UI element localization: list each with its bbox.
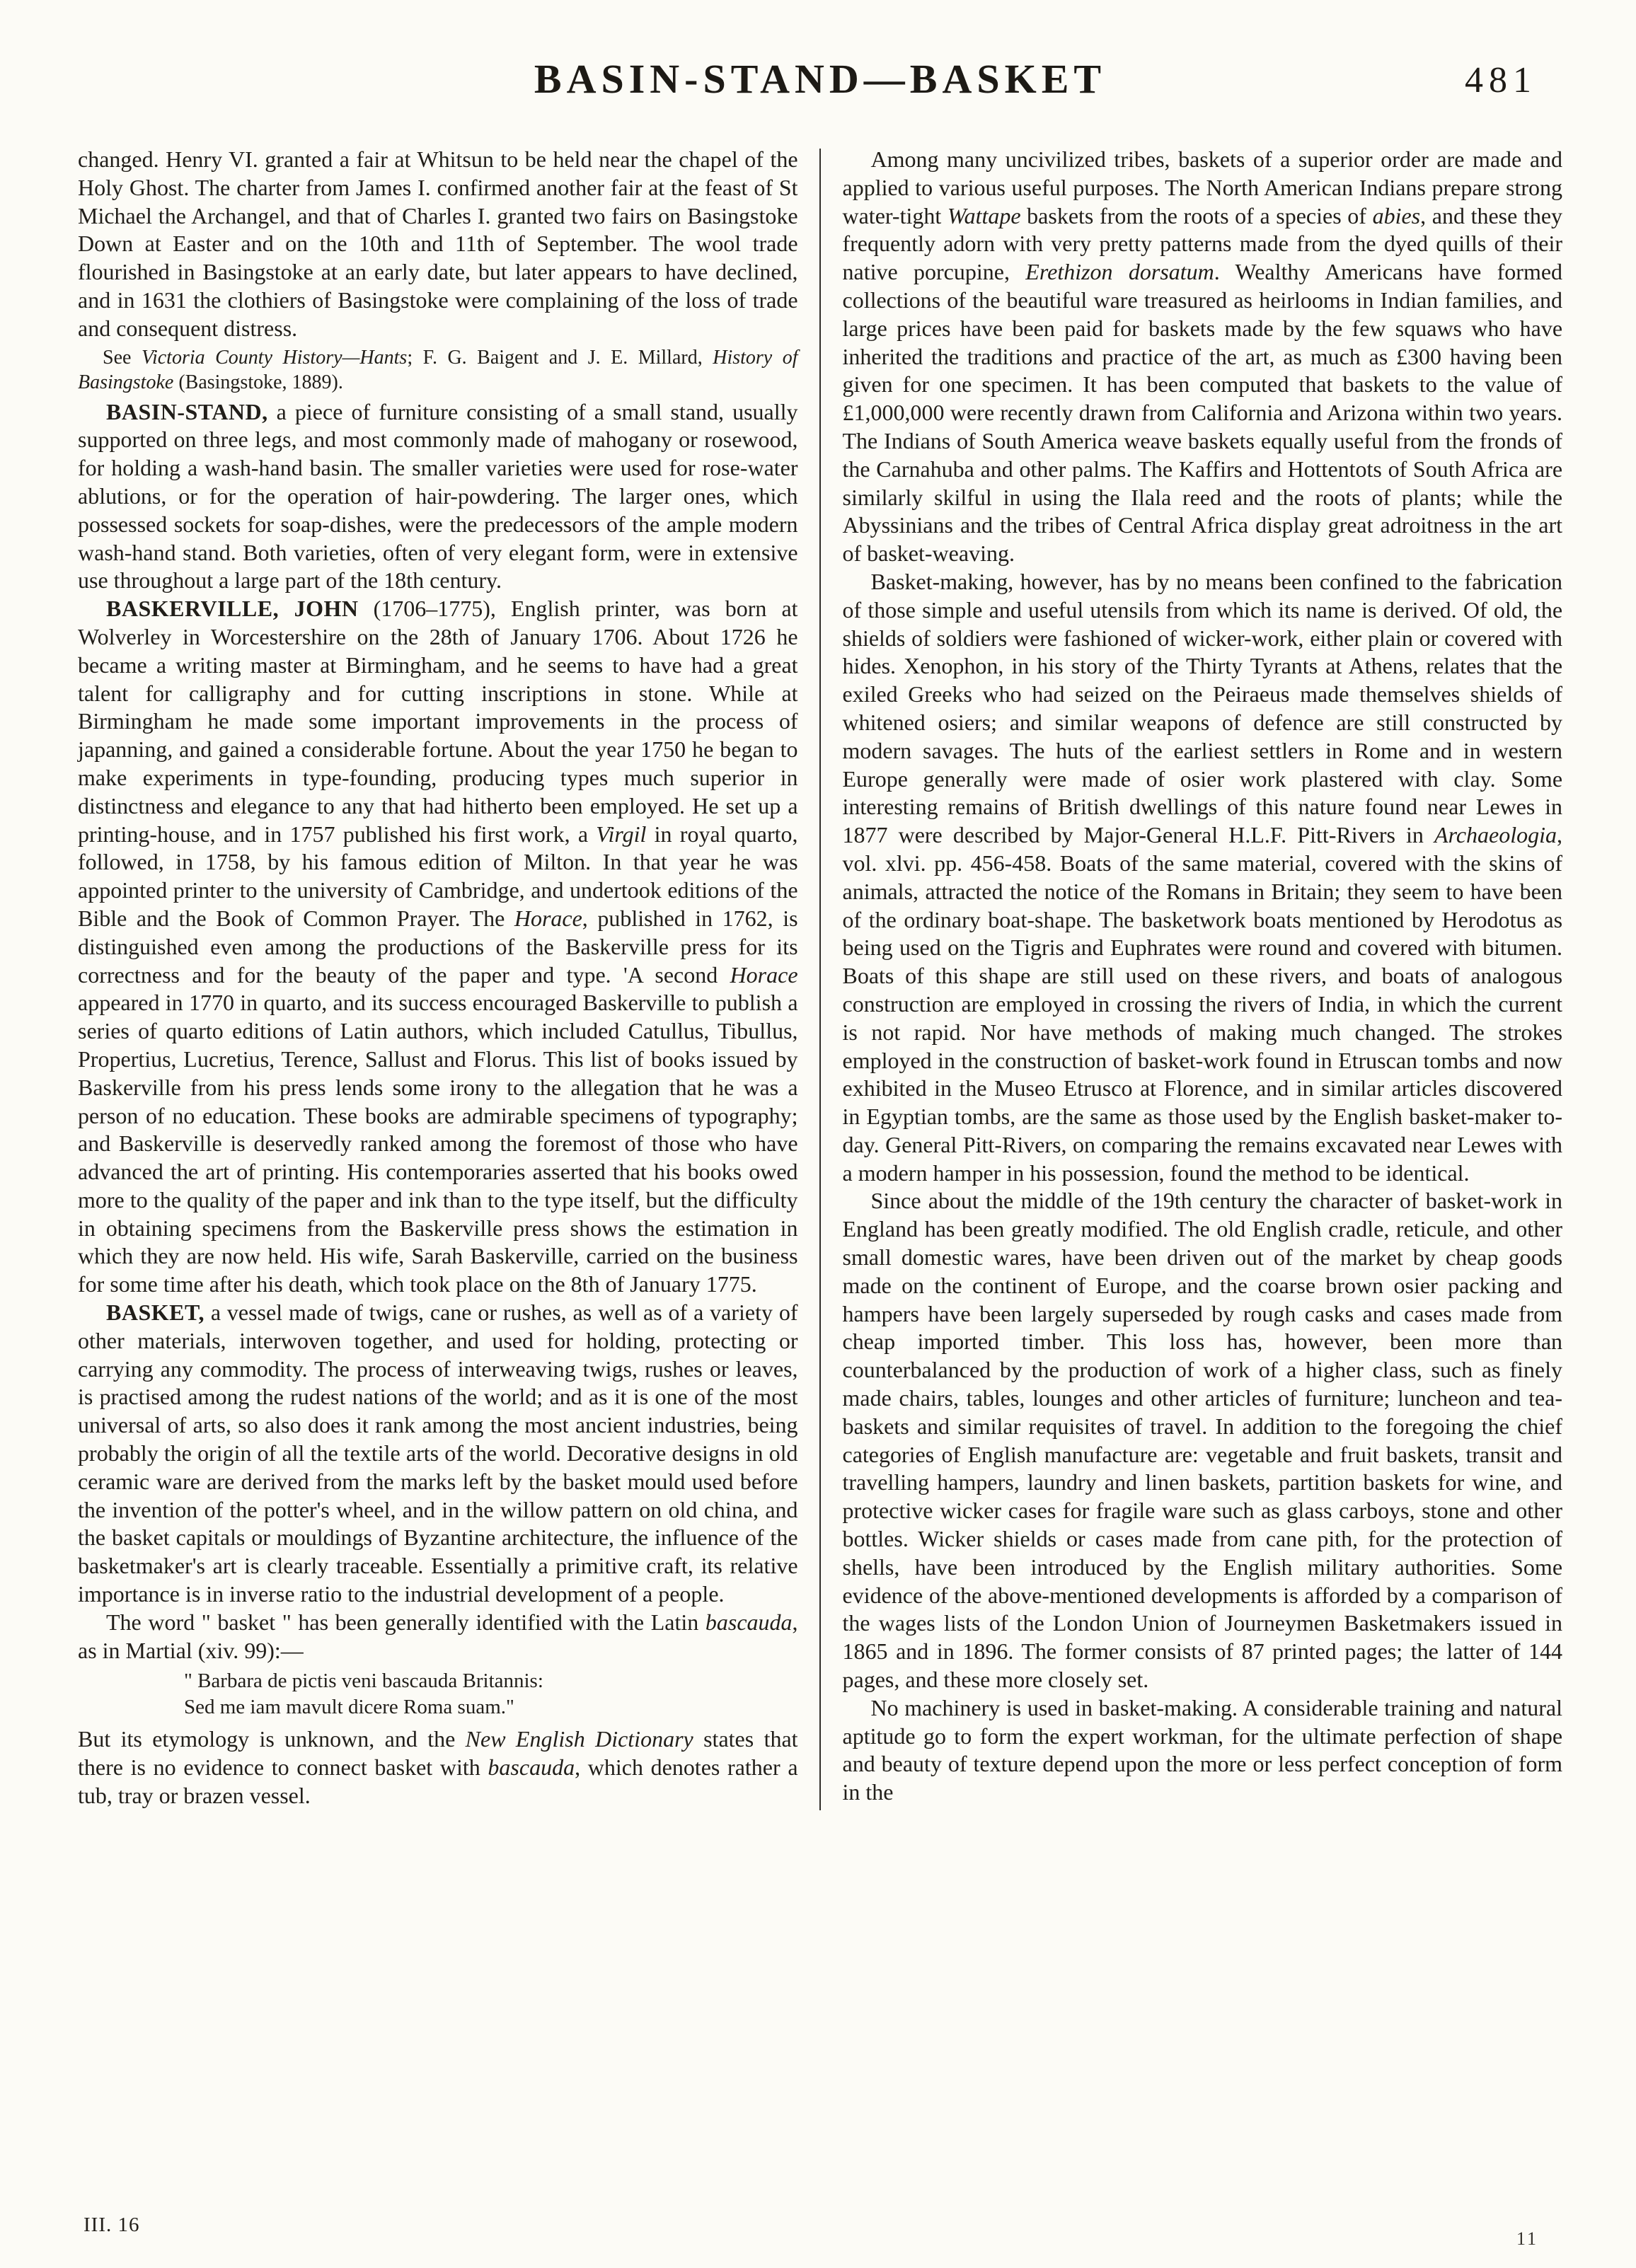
page-header [78, 55, 1562, 133]
left-column [78, 146, 798, 1810]
signature-mark-right: 11 [1516, 2228, 1538, 2249]
paragraph-basingstoke-continuation: changed. Henry VI. granted a fair at Whitsun to be held near the chapel of the Holy Ghost. The charter from James I. confirmed another fair at the feast of St Michael the Archangel, and that of Charles I. granted two fairs on Basingstoke Down at Easter and on the 10th and 11th of September. The wool trade flourished in Basingstoke at an early date, but later appears to have declined, and in 1631 the clothiers of Basingstoke were complaining of the loss of trade and consequent distress. [78, 146, 798, 341]
entry-basin-stand: BASIN-STAND, a piece of furniture consisting of a small stand, usually supported on three legs, and most commonly made of mahogany or rosewood, for holding a wash-hand basin. The smaller varieties were used for rose-water ablutions, or for the operation of hair-powdering. The larger ones, which possessed sockets for soap-dishes, were the predecessors of the ample modern wash-hand stand. Both varieties, often of very elegant form, were in extensive use throughout a large part of the 18th century. [78, 398, 798, 594]
paragraph-basket-machinery: No machinery is used in basket-making. A considerable training and natural aptitude go to form the expert workman, for the ultimate perfection of shape and beauty of texture depend upon the more or less perfect conception of form in the [842, 1694, 1563, 1805]
running-title: BASIN-STAND—BASKET [534, 56, 1107, 102]
entry-basket: BASKET, a vessel made of twigs, cane or rushes, as well as of a variety of other materials, interwoven together, and used for holding, protecting or carrying any commodity. The process of interweaving twigs, rushes or leaves, is practised among the rudest nations of the world; and as it is one of the most universal of arts, so also does it rank among the most ancient industries, being probably the origin of all the textile arts of the world. Decorative designs in old ceramic ware are derived from the marks left by the basket mould used before the invention of the potter's wheel, and in the willow pattern on old china, and the basket capitals or mouldings of Byzantine architecture, the influence of the basketmaker's art is clearly traceable. Essentially a primitive craft, its relative importance is in inverse ratio to the industrial development of a people. [78, 1300, 798, 1607]
signature-mark-left: III. 16 [83, 2214, 140, 2236]
paragraph-basingstoke-references: See Victoria County History—Hants; F. G. Baigent and J. E. Millard, History of Basingstoke (Basingstoke, 1889). [78, 346, 798, 393]
text-columns [78, 146, 1562, 1810]
paragraph-martial-verse: " Barbara de pictis veni bascauda Britannis: Sed me iam mavult dicere Roma suam." [184, 1670, 543, 1719]
paragraph-basket-history: Basket-making, however, has by no means been confined to the fabrication of those simple and useful utensils from which its name is derived. Of old, the shields of soldiers were fashioned of wicker-work, either plain or covered with hides. Xenophon, in his story of the Thirty Tyrants at Athens, relates that the exiled Greeks who had seized on the Peiraeus made themselves shields of whitened osiers; and similar weapons of defence are still constructed by modern savages. The huts of the earliest settlers in Rome and in western Europe generally were made of osier work plastered with clay. Some interesting remains of British dwellings of this nature found near Lewes in 1877 were described by Major-General H.L.F. Pitt-Rivers in Archaeologia, vol. xlvi. pp. 456-458. Boats of the same material, covered with the skins of animals, attracted the notice of the Romans in Britain; they seem to have been of the ordinary boat-shape. The basketwork boats mentioned by Herodotus as being used on the Tigris and Euphrates were round and covered with bitumen. Boats of this shape are still used on these rivers, and boats of analogous construction are employed in crossing the rivers of India, in which the current is not rapid. Nor have methods of making much changed. The strokes employed in the construction of basket-work found in Etruscan tombs and now exhibited in the Museo Etrusco at Florence, and in similar articles discovered in Egyptian tombs, are the same as those used by the English basket-maker to-day. General Pitt-Rivers, on comparing the remains excavated near Lewes with a modern hamper in his possession, found the method to be identical. [842, 568, 1563, 1186]
page-number: 481 [1465, 60, 1537, 100]
column-divider [819, 149, 822, 1810]
right-column [842, 146, 1562, 1810]
paragraph-basket-modern: Since about the middle of the 19th century the character of basket-work in England has been greatly modified. The old English cradle, reticule, and other small domestic wares, have been driven out of the market by cheap goods made on the continent of Europe, and the coarse brown osier packing and hampers have been largely superseded by rough casks and cases made from cheap imported timber. This loss has, however, been more than counterbalanced by the production of work of a higher class, such as finely made chairs, tables, lounges and other articles of furniture; luncheon and tea-baskets and similar requisites of travel. In addition to the foregoing the chief categories of English manufacture are: vegetable and fruit baskets, transit and travelling hampers, laundry and linen baskets, partition baskets for wine, and protective wicker cases for fragile ware such as glass carboys, stone and other bottles. Wicker shields or cases made from cane pith, for the protection of shells, have been introduced by the English military authorities. Some evidence of the above-mentioned developments is afforded by a comparison of the wages lists of the London Union of Journeymen Basketmakers issued in 1865 and in 1896. The former consists of 87 printed pages; the latter of 144 pages, and these more closely set. [842, 1188, 1563, 1693]
entry-baskerville-john: BASKERVILLE, JOHN (1706–1775), English printer, was born at Wolverley in Worcestershire on the 28th of January 1706. About 1726 he became a writing master at Birmingham, and he seems to have had a great talent for calligraphy and for cutting inscriptions in stone. While at Birmingham he made some important improvements in the process of japanning, and gained a considerable fortune. About the year 1750 he began to make experiments in type-founding, producing types much superior in distinctness and elegance to any that had hitherto been employed. He set up a printing-house, and in 1757 published his first work, a Virgil in royal quarto, followed, in 1758, by his famous edition of Milton. In that year he was appointed printer to the university of Cambridge, and undertook editions of the Bible and the Book of Common Prayer. The Horace, published in 1762, is distinguished even among the productions of the Baskerville press for its correctness and for the beauty of the paper and type. 'A second Horace appeared in 1770 in quarto, and its success encouraged Baskerville to publish a series of quarto editions of Latin authors, which included Catullus, Tibullus, Propertius, Lucretius, Terence, Sallust and Florus. This list of books issued by Baskerville from his press lends some irony to the allegation that he was a person of no education. These books are admirable specimens of typography; and Baskerville is deservedly ranked among the foremost of those who have advanced the art of printing. His contemporaries asserted that his books owed more to the quality of the paper and ink than to the type itself, but the difficulty in obtaining specimens from the Baskerville press shows the estimation in which they are now held. His wife, Sarah Baskerville, carried on the business for some time after his death, which took place on the 8th of January 1775. [78, 596, 798, 1297]
paragraph-basket-etymology-intro: The word " basket " has been generally identified with the Latin bascauda, as in Martial (xiv. 99):— [78, 1609, 798, 1663]
paragraph-basket-tribes: Among many uncivilized tribes, baskets of a superior order are made and applied to various useful purposes. The North American Indians prepare strong water-tight Wattape baskets from the roots of a species of abies, and these they frequently adorn with very pretty patterns made from the dyed quills of their native porcupine, Erethizon dorsatum. Wealthy Americans have formed collections of the beautiful ware treasured as heirlooms in Indian families, and large prices have been paid for baskets made by the few squaws who have inherited the traditions and practice of the art, as much as £300 having been given for one specimen. It has been computed that baskets to the value of £1,000,000 were recently drawn from California and Arizona within two years. The Indians of South America weave baskets equally useful from the fronds of the Carnahuba and other palms. The Kaffirs and Hottentots of South Africa are similarly skilful in using the Ilala reed and the roots of plants; while the Abyssinians and the tribes of Central Africa display great adroitness in the art of basket-weaving. [842, 146, 1563, 567]
paragraph-basket-etymology-conclusion: But its etymology is unknown, and the New English Dictionary states that there is no evidence to connect basket with bascauda, which denotes rather a tub, tray or brazen vessel. [78, 1726, 798, 1809]
